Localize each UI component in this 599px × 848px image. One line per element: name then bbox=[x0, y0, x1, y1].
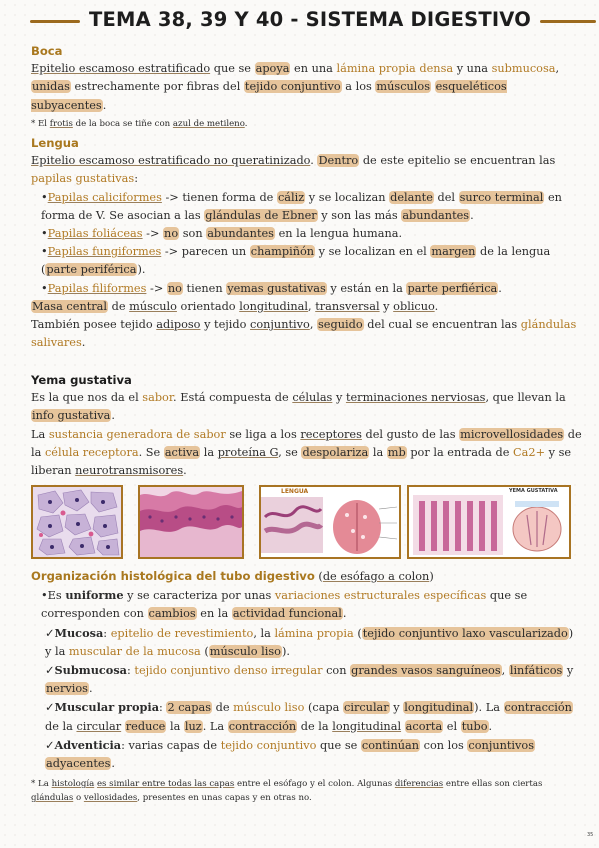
text-segment: frotis bbox=[49, 118, 73, 129]
text-segment: son bbox=[179, 227, 207, 241]
text-segment: . bbox=[244, 118, 248, 129]
text-segment: delante bbox=[390, 190, 433, 204]
section-heading-organizacion-row bbox=[31, 567, 583, 586]
text-segment: • bbox=[41, 281, 48, 295]
text-segment: Adventicia bbox=[54, 737, 122, 752]
text-segment: continúan bbox=[361, 738, 420, 752]
histology-image-boca-frotis bbox=[31, 485, 123, 559]
text-segment: . bbox=[81, 336, 86, 350]
page-title: TEMA 38, 39 Y 40 - SISTEMA DIGESTIVO bbox=[88, 8, 532, 31]
text-segment: Dentro bbox=[318, 154, 359, 168]
section-yema-gustativa bbox=[31, 371, 583, 480]
text-segment: ) y la bbox=[45, 626, 574, 658]
text-segment: -> parecen un bbox=[161, 245, 250, 259]
text-segment: despolariza bbox=[302, 445, 369, 459]
text-segment: variaciones estructurales específicas bbox=[274, 589, 487, 603]
text-segment: glándulas salivares bbox=[31, 318, 577, 350]
text-segment: , que llevan la bbox=[485, 391, 566, 405]
text-segment: submucosa bbox=[491, 62, 556, 76]
text-segment: cáliz bbox=[277, 190, 305, 204]
text-segment: : bbox=[127, 664, 135, 678]
text-segment: luz bbox=[184, 719, 202, 733]
text-segment: . Se bbox=[138, 445, 164, 459]
title-rule-left bbox=[30, 20, 80, 23]
text-segment: no bbox=[164, 227, 179, 241]
text-segment: actividad funcional bbox=[232, 607, 342, 621]
text-segment: oblicuo bbox=[393, 299, 435, 313]
text-segment: ✓ bbox=[45, 701, 55, 715]
text-segment: músculo bbox=[129, 299, 177, 313]
text-segment: con los bbox=[420, 738, 468, 752]
text-segment: , bbox=[555, 62, 560, 76]
section-heading-lengua: Lengua bbox=[31, 136, 79, 150]
text-segment: activa bbox=[164, 445, 200, 459]
text-segment: Papilas foliáceas bbox=[47, 227, 143, 241]
text-segment: la bbox=[369, 445, 387, 459]
text-segment: y bbox=[563, 664, 574, 678]
text-segment: circular bbox=[76, 719, 122, 733]
text-segment: azul de metileno bbox=[172, 118, 245, 129]
text-segment: * La bbox=[31, 779, 52, 790]
text-segment: por la entrada de bbox=[406, 445, 513, 459]
text-segment: -> bbox=[146, 281, 167, 295]
paragraph-yema-2 bbox=[31, 426, 583, 481]
text-segment: surco terminal bbox=[459, 190, 544, 204]
text-segment: yemas gustativas bbox=[227, 281, 326, 295]
text-segment: vellosidades bbox=[83, 793, 138, 804]
text-segment: ( bbox=[314, 570, 323, 583]
text-segment: papilas gustativas bbox=[31, 172, 135, 186]
image-label-lengua: LENGUA bbox=[281, 488, 309, 495]
text-segment: ). La bbox=[474, 701, 504, 715]
text-segment: transversal bbox=[315, 299, 380, 313]
text-segment: entre ellas son ciertas bbox=[443, 779, 543, 790]
note-organizacion bbox=[31, 777, 583, 805]
text-segment: ✓ bbox=[45, 626, 55, 640]
text-segment: estrechamente por fibras del bbox=[70, 80, 244, 94]
text-segment: contracción bbox=[228, 719, 297, 733]
text-segment: longitudinal bbox=[239, 299, 309, 313]
text-segment: glándulas de Ebner bbox=[205, 208, 317, 222]
text-segment: ). bbox=[281, 644, 290, 658]
text-segment: seguido bbox=[318, 318, 363, 332]
note-boca bbox=[31, 117, 583, 131]
text-segment: tejido conjuntivo bbox=[244, 80, 341, 94]
text-segment: • bbox=[41, 245, 48, 259]
text-segment: Mucosa bbox=[54, 625, 104, 640]
text-segment: Submucosa bbox=[54, 663, 127, 678]
paragraph-lengua-intro bbox=[31, 152, 583, 188]
image-label-yema: YEMA GUSTATIVA bbox=[509, 488, 558, 494]
text-segment: . bbox=[434, 299, 439, 313]
text-segment: : bbox=[134, 172, 139, 186]
text-segment: de bbox=[212, 701, 234, 715]
list-item-adventicia bbox=[31, 736, 583, 773]
text-segment: abundantes bbox=[402, 208, 470, 222]
text-segment: . bbox=[488, 719, 493, 733]
section-heading-boca: Boca bbox=[31, 44, 63, 58]
text-segment: cambios bbox=[148, 607, 196, 621]
text-segment: . Está compuesta de bbox=[173, 391, 293, 405]
text-segment: y se caracteriza por unas bbox=[123, 589, 275, 603]
text-segment: de la boca se tiñe con bbox=[72, 118, 173, 129]
text-segment: ). bbox=[137, 263, 146, 277]
page-number: 35 bbox=[587, 832, 594, 838]
text-segment: apoya bbox=[255, 62, 290, 76]
text-segment: Ca2+ bbox=[513, 445, 546, 459]
text-segment: terminaciones nerviosas bbox=[345, 391, 486, 405]
text-segment: y bbox=[389, 701, 404, 715]
text-segment: y son las más bbox=[317, 208, 402, 222]
text-segment: . bbox=[470, 208, 474, 222]
text-segment: Papilas fungiformes bbox=[47, 245, 162, 259]
text-segment: esqueléticos subyacentes bbox=[31, 80, 507, 112]
text-segment: histología bbox=[51, 779, 95, 790]
text-segment: sabor bbox=[142, 391, 174, 405]
text-segment: uniforme bbox=[65, 588, 124, 603]
text-segment: -> bbox=[142, 227, 164, 241]
text-segment: champiñón bbox=[250, 245, 315, 259]
text-segment: tejido conjuntivo denso irregular bbox=[134, 664, 323, 678]
text-segment: en una bbox=[290, 62, 337, 76]
text-segment: . bbox=[111, 757, 115, 771]
text-segment: el bbox=[443, 719, 461, 733]
text-segment: parte periférica bbox=[46, 263, 137, 277]
histology-image-epitelio bbox=[138, 485, 244, 559]
text-segment: reduce bbox=[125, 719, 166, 733]
text-segment: que se bbox=[210, 62, 255, 76]
text-segment: •Es bbox=[41, 589, 66, 603]
text-segment: músculo liso bbox=[233, 701, 305, 715]
text-segment: contracción bbox=[504, 701, 572, 715]
text-segment: : varias capas de bbox=[121, 738, 221, 752]
text-segment: y se liberan bbox=[31, 445, 572, 478]
text-segment: y están en la bbox=[326, 281, 407, 295]
text-segment: nervios bbox=[46, 682, 88, 696]
text-segment: Epitelio escamoso estratificado bbox=[31, 62, 211, 76]
text-segment: . bbox=[88, 682, 93, 696]
list-item-papilas-foliaceas bbox=[31, 225, 583, 243]
text-segment: del bbox=[433, 190, 459, 204]
text-segment: del gusto de las bbox=[361, 427, 460, 441]
text-segment: la bbox=[166, 719, 184, 733]
taste-bud-image bbox=[409, 487, 569, 557]
text-segment: ( bbox=[200, 644, 209, 658]
text-segment: ✓ bbox=[45, 738, 55, 752]
text-segment: . bbox=[102, 98, 107, 112]
text-segment: Muscular propia bbox=[54, 700, 160, 715]
text-segment: sustancia generadora de sabor bbox=[48, 427, 226, 441]
text-segment: linfáticos bbox=[509, 664, 563, 678]
text-segment: . bbox=[111, 409, 115, 423]
text-segment: tubo bbox=[461, 719, 488, 733]
text-segment: conjuntivos bbox=[468, 738, 535, 752]
text-segment: lámina propia densa bbox=[336, 62, 454, 76]
text-segment: • bbox=[41, 227, 48, 241]
text-segment: músculos bbox=[376, 80, 431, 94]
text-segment: • bbox=[41, 190, 48, 204]
text-segment: La bbox=[31, 427, 49, 441]
text-segment: (capa bbox=[304, 701, 343, 715]
text-segment: longitudinal bbox=[332, 719, 402, 733]
list-item-muscular-propia bbox=[31, 698, 583, 735]
section-heading-organizacion: Organización histológica del tubo digestivo bbox=[31, 569, 315, 583]
text-segment: a los bbox=[341, 80, 376, 94]
text-segment: y bbox=[332, 391, 346, 405]
text-segment: : bbox=[103, 626, 111, 640]
text-segment: orientado bbox=[176, 299, 240, 313]
text-segment: no bbox=[167, 281, 182, 295]
section-organizacion bbox=[31, 567, 583, 805]
histology-image-yema-gustativa bbox=[407, 485, 571, 559]
text-segment: y tejido bbox=[200, 318, 251, 332]
text-segment: ✓ bbox=[45, 664, 55, 678]
text-segment: grandes vasos sanguíneos bbox=[351, 664, 501, 678]
text-segment: , se bbox=[278, 445, 302, 459]
text-segment: adyacentes bbox=[46, 757, 111, 771]
text-segment: glándulas bbox=[31, 793, 74, 804]
text-segment: y se localizan bbox=[305, 190, 390, 204]
text-segment: parte perfiérica bbox=[407, 281, 498, 295]
title-rule-right bbox=[540, 20, 596, 23]
paragraph-boca bbox=[31, 60, 583, 115]
text-segment: mb bbox=[387, 445, 406, 459]
text-segment: que se bbox=[316, 738, 361, 752]
text-segment: unidas bbox=[32, 80, 70, 94]
text-segment: longitudinal bbox=[404, 701, 474, 715]
text-segment: es similar entre todas las capas bbox=[96, 779, 235, 790]
text-segment: , bbox=[308, 299, 316, 313]
text-segment: 2 capas bbox=[167, 701, 212, 715]
list-item-papilas-caliciformes bbox=[31, 189, 583, 225]
text-segment: . bbox=[310, 154, 318, 168]
text-segment: adiposo bbox=[156, 318, 201, 332]
text-segment: se liga a los bbox=[225, 427, 301, 441]
list-item-submucosa bbox=[31, 661, 583, 698]
text-segment: . La bbox=[202, 719, 228, 733]
text-segment: circular bbox=[344, 701, 389, 715]
text-segment: : bbox=[159, 701, 167, 715]
text-segment: la bbox=[200, 445, 218, 459]
text-segment: -> tienen forma de bbox=[161, 190, 277, 204]
paragraph-lengua-musculo bbox=[31, 298, 583, 316]
text-segment: que se corresponden con bbox=[41, 589, 528, 621]
list-item-papilas-filiformes bbox=[31, 280, 583, 298]
text-segment: . bbox=[183, 464, 187, 478]
text-segment: , la bbox=[253, 626, 275, 640]
text-segment: info gustativa bbox=[32, 409, 111, 423]
page-header bbox=[0, 8, 599, 38]
text-segment: célula receptora bbox=[44, 445, 139, 459]
list-item-papilas-fungiformes bbox=[31, 243, 583, 279]
paragraph-organizacion bbox=[31, 586, 583, 623]
text-segment: También posee tejido bbox=[31, 318, 157, 332]
tongue-image bbox=[261, 487, 399, 557]
text-segment: de bbox=[108, 299, 130, 313]
text-segment: en la bbox=[196, 607, 232, 621]
section-heading-yema: Yema gustativa bbox=[31, 373, 132, 387]
frotis-cells-image bbox=[33, 487, 121, 557]
text-segment: abundantes bbox=[207, 227, 274, 241]
text-segment: neurotransmisores bbox=[75, 464, 184, 478]
section-lengua bbox=[31, 134, 583, 352]
text-segment: , presentes en unas capas y en otras no. bbox=[137, 793, 312, 804]
text-segment: microvellosidades bbox=[460, 427, 564, 441]
text-segment: lámina propia bbox=[274, 626, 354, 640]
heading-range bbox=[315, 570, 434, 583]
text-segment: y una bbox=[453, 62, 492, 76]
text-segment: Masa central bbox=[32, 299, 108, 313]
text-segment: tejido conjuntivo laxo vascularizado bbox=[362, 626, 568, 640]
text-segment: muscular de la mucosa bbox=[68, 644, 201, 658]
text-segment: epitelio de revestimiento bbox=[110, 626, 254, 640]
text-segment: y se localizan en el bbox=[315, 245, 431, 259]
text-segment: y bbox=[379, 299, 394, 313]
text-segment: acorta bbox=[405, 719, 443, 733]
text-segment: tejido conjuntivo bbox=[220, 738, 317, 752]
text-segment: de esófago a colon bbox=[322, 570, 430, 583]
text-segment: de la lengua ( bbox=[41, 245, 551, 277]
text-segment: * El bbox=[31, 118, 50, 129]
text-segment: con bbox=[322, 664, 351, 678]
text-segment: margen bbox=[431, 245, 476, 259]
text-segment: de la bbox=[45, 719, 77, 733]
text-segment: . bbox=[498, 281, 502, 295]
text-segment: en forma de V. Se asocian a las bbox=[41, 190, 562, 222]
paragraph-yema-1 bbox=[31, 389, 583, 425]
text-segment: receptores bbox=[300, 427, 362, 441]
text-segment: Papilas filiformes bbox=[47, 281, 147, 295]
text-segment: células bbox=[292, 391, 333, 405]
text-segment: en la lengua humana. bbox=[274, 227, 403, 241]
section-boca bbox=[31, 42, 583, 131]
text-segment: ) bbox=[429, 570, 434, 583]
text-segment: ( bbox=[353, 626, 362, 640]
text-segment: Epitelio escamoso estratificado no queratinizado bbox=[31, 154, 311, 168]
epithelium-image bbox=[140, 487, 242, 557]
text-segment: proteína G bbox=[217, 445, 279, 459]
text-segment: del cual se encuentran las bbox=[363, 318, 521, 332]
paragraph-lengua-tejidos bbox=[31, 316, 583, 352]
histology-image-lengua bbox=[259, 485, 401, 559]
list-item-mucosa bbox=[31, 624, 583, 661]
text-segment: , bbox=[501, 664, 509, 678]
text-segment: Es la que nos da el bbox=[31, 391, 143, 405]
text-segment: diferencias bbox=[394, 779, 444, 790]
text-segment: de este epitelio se encuentran las bbox=[359, 154, 556, 168]
text-segment: entre el esófago y el colon. Algunas bbox=[234, 779, 395, 790]
text-segment: Papilas caliciformes bbox=[47, 190, 162, 204]
text-segment: . bbox=[342, 607, 347, 621]
text-segment: , bbox=[309, 318, 317, 332]
text-segment: músculo liso bbox=[209, 644, 281, 658]
text-segment: conjuntivo bbox=[250, 318, 310, 332]
text-segment: tienen bbox=[182, 281, 227, 295]
histology-images bbox=[31, 485, 571, 559]
text-segment: de la bbox=[31, 427, 582, 459]
text-segment: o bbox=[73, 793, 84, 804]
text-segment: de la bbox=[297, 719, 333, 733]
